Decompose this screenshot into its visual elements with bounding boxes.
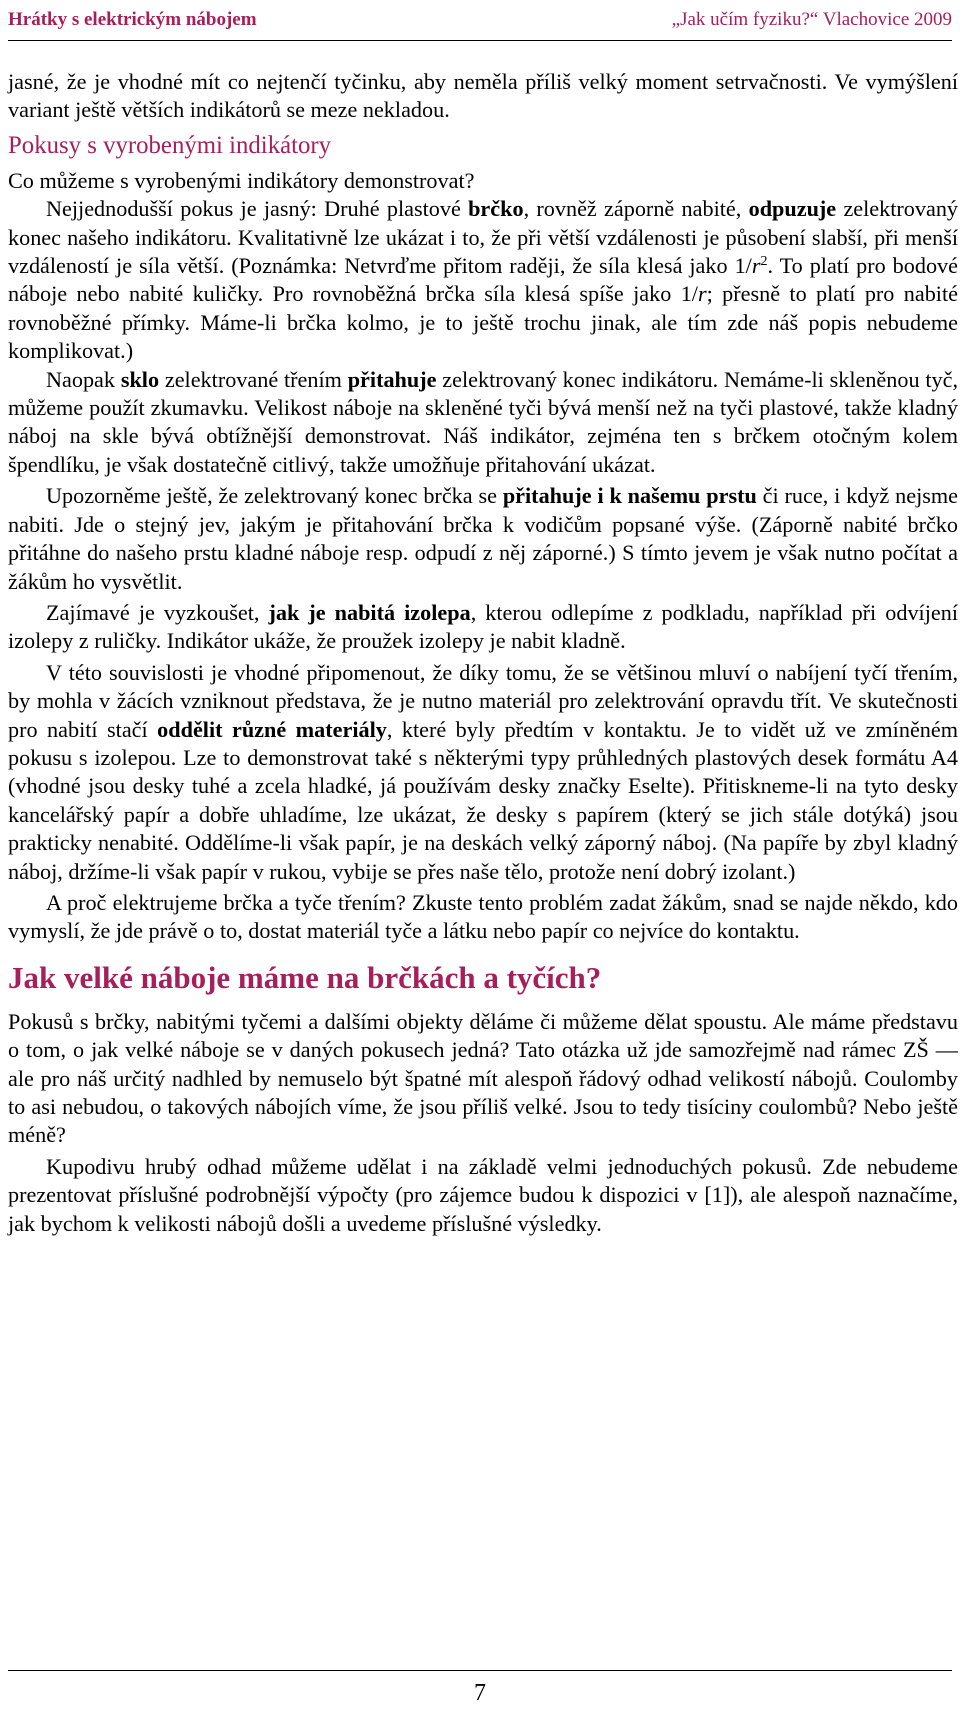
bold-odpuzuje: odpuzuje xyxy=(748,196,837,222)
text-run: , kterou odlepíme z podkladu, například při odvíjení izolepy z ruličky. Indikátor ukáže, že proužek izolepy je nabit kladně. xyxy=(8,599,958,654)
paragraph-intro: jasné, že je vhodné mít co nejtenčí tyčinku, aby neměla příliš velký moment setrvačnosti. Ve vymýšlení variant ještě větších indikátorů se meze nekladou. xyxy=(8,69,958,123)
math-r: r xyxy=(697,281,707,307)
text-run: V této souvislosti je vhodné připomenout, že díky tomu, že se většinou mluví o nabíjení tyčí třením, by mohla v žácích vzniknout představa, že je nutno materiál pro zelektrování opravdu třít. Ve skutečnosti pro nabití stačí xyxy=(8,659,958,742)
math-exponent: 2 xyxy=(760,254,768,270)
header-rule xyxy=(8,40,952,41)
paragraph-prst xyxy=(8,482,958,596)
text-run: . To platí pro bodové náboje nebo nabité kuličky. Pro rovnoběžná brčka síla klesá spíše jako 1/ xyxy=(8,253,958,307)
paragraph-pokusu: Pokusů s brčky, nabitými tyčemi a dalšími objekty děláme či můžeme dělat spoustu. Ale máme představu o tom, o jak velké náboje se v daných pokusech jedná? Tato otázka už jde samozřejmě nad rámec ZŠ — ale pro náš určitý nadhled by nemuselo být špatné mít alespoň řádový odhad velikostí nábojů. Coulomby to asi nebudou, o takových nábojích víme, že jsou příliš velké. Jsou to tedy tisíciny coulombů? Nebo ještě méně? xyxy=(8,1008,958,1148)
paragraph-co: Co můžeme s vyrobenými indikátory demonstrovat? xyxy=(8,167,475,193)
text-run: Zajímavé je vyzkoušet, xyxy=(46,599,269,625)
section-heading-pokusy: Pokusy s vyrobenými indikátory xyxy=(8,131,332,159)
text-run: zelektrovaný konec indikátoru. Nemáme-li skleněnou tyč, můžeme použít zkumavku. Velikost náboje na skleněné tyči bývá menší než na tyči plastové, takže kladný náboj na skle bývá obtížnější demonstrovat. Náš indikátor, zejména ten s brčkem otočným kolem špendlíku, je však dostatečně citlivý, takže umožňuje přitahování ukázat. xyxy=(8,366,959,477)
page-body xyxy=(8,68,958,1238)
text-run: Upozorněme ještě, že zelektrovaný konec brčka se xyxy=(46,483,503,509)
running-header xyxy=(8,0,952,40)
math-r: r xyxy=(751,253,761,279)
footer-rule xyxy=(8,1670,952,1671)
paragraph-materialy xyxy=(8,659,958,886)
text-run: Naopak xyxy=(46,366,121,392)
header-title: Hrátky s elektrickým nábojem xyxy=(8,9,257,30)
header-conference: „Jak učím fyziku?“ Vlachovice 2009 xyxy=(671,9,952,30)
text-run: či ruce, i když nejsme nabiti. Jde o stejný jev, jakým je přitahování brčka k vodičům popsané výše. (Záporně nabité brčko přitáhne do našeho prstu kladné náboje resp. odpudí z něj záporné.) S tímto jevem je však nutno počítat a žákům ho vysvětlit. xyxy=(8,483,958,594)
text-run: zelektrovaný konec našeho indikátoru. Kvalitativně lze ukázat i to, že při větší vzdálenosti je působení slabší, při menší vzdáleností je síla větší. (Poznámka: Netvrďme přitom raději, že síla klesá jako 1/ xyxy=(8,196,959,279)
paragraph-izolepa xyxy=(8,599,958,656)
bold-materialy: oddělit různé materiály xyxy=(157,716,387,742)
text-run: zelektrované třením xyxy=(159,366,348,392)
bold-izolepa: jak je nabitá izolepa xyxy=(268,599,471,625)
bold-sklo: sklo xyxy=(120,366,160,392)
section-heading-jak-velke: Jak velké náboje máme na brčkách a tyčích? xyxy=(8,959,602,995)
paragraph-treni: A proč elektrujeme brčka a tyče třením? Zkuste tento problém zadat žákům, snad se najde někdo, kdo vymyslí, že jde právě o to, dostat materiál tyče a látku nebo papír co nejvíce do kontaktu. xyxy=(8,889,958,944)
bold-pritahuje: přitahuje xyxy=(347,366,437,392)
text-run: , rovněž záporně nabité, xyxy=(523,196,749,222)
paragraph-kupodivu: Kupodivu hrubý odhad můžeme udělat i na základě velmi jednoduchých pokusů. Zde nebudeme prezentovat příslušné podrobnější výpočty (pro zájemce budou k dispozici v [1]), ale alespoň naznačíme, jak bychom k velikosti nábojů došli a uvedeme příslušné výsledky. xyxy=(8,1153,958,1236)
text-run: ; přesně to platí pro nabité rovnoběžné přímky. Máme-li brčka kolmo, je to ještě trochu jinak, ale tím zde náš popis nebudeme komplikovat.) xyxy=(8,281,958,364)
paragraph-odpuzovani xyxy=(8,195,958,365)
bold-prst: přitahuje i k našemu prstu xyxy=(502,483,757,509)
text-run: , které byly předtím v kontaktu. Je to vidět už ve zmíněném pokusu s izolepou. Lze to demonstrovat také s některými typy průhledných plastových desek formátu A4 (vhodné jsou desky tuhé a zcela hladké, já používám desky značky Eselte). Přitiskneme-li na tyto desky kancelářský papír a dobře uhladíme, lze ukázat, že desky s papírem (který se jich stále dotýká) jsou prakticky nenabité. Oddělíme-li však papír, je na deskách velký záporný náboj. (Na papíře by zbyl kladný náboj, držíme-li však papír v rukou, vybije se přes naše tělo, protože není dobrý izolant.) xyxy=(8,716,958,884)
page-number: 7 xyxy=(474,1680,486,1706)
text-run: Nejjednodušší pokus je jasný: Druhé plastové xyxy=(46,196,469,222)
paragraph-sklo xyxy=(8,366,958,480)
bold-brcko: brčko xyxy=(468,196,524,222)
